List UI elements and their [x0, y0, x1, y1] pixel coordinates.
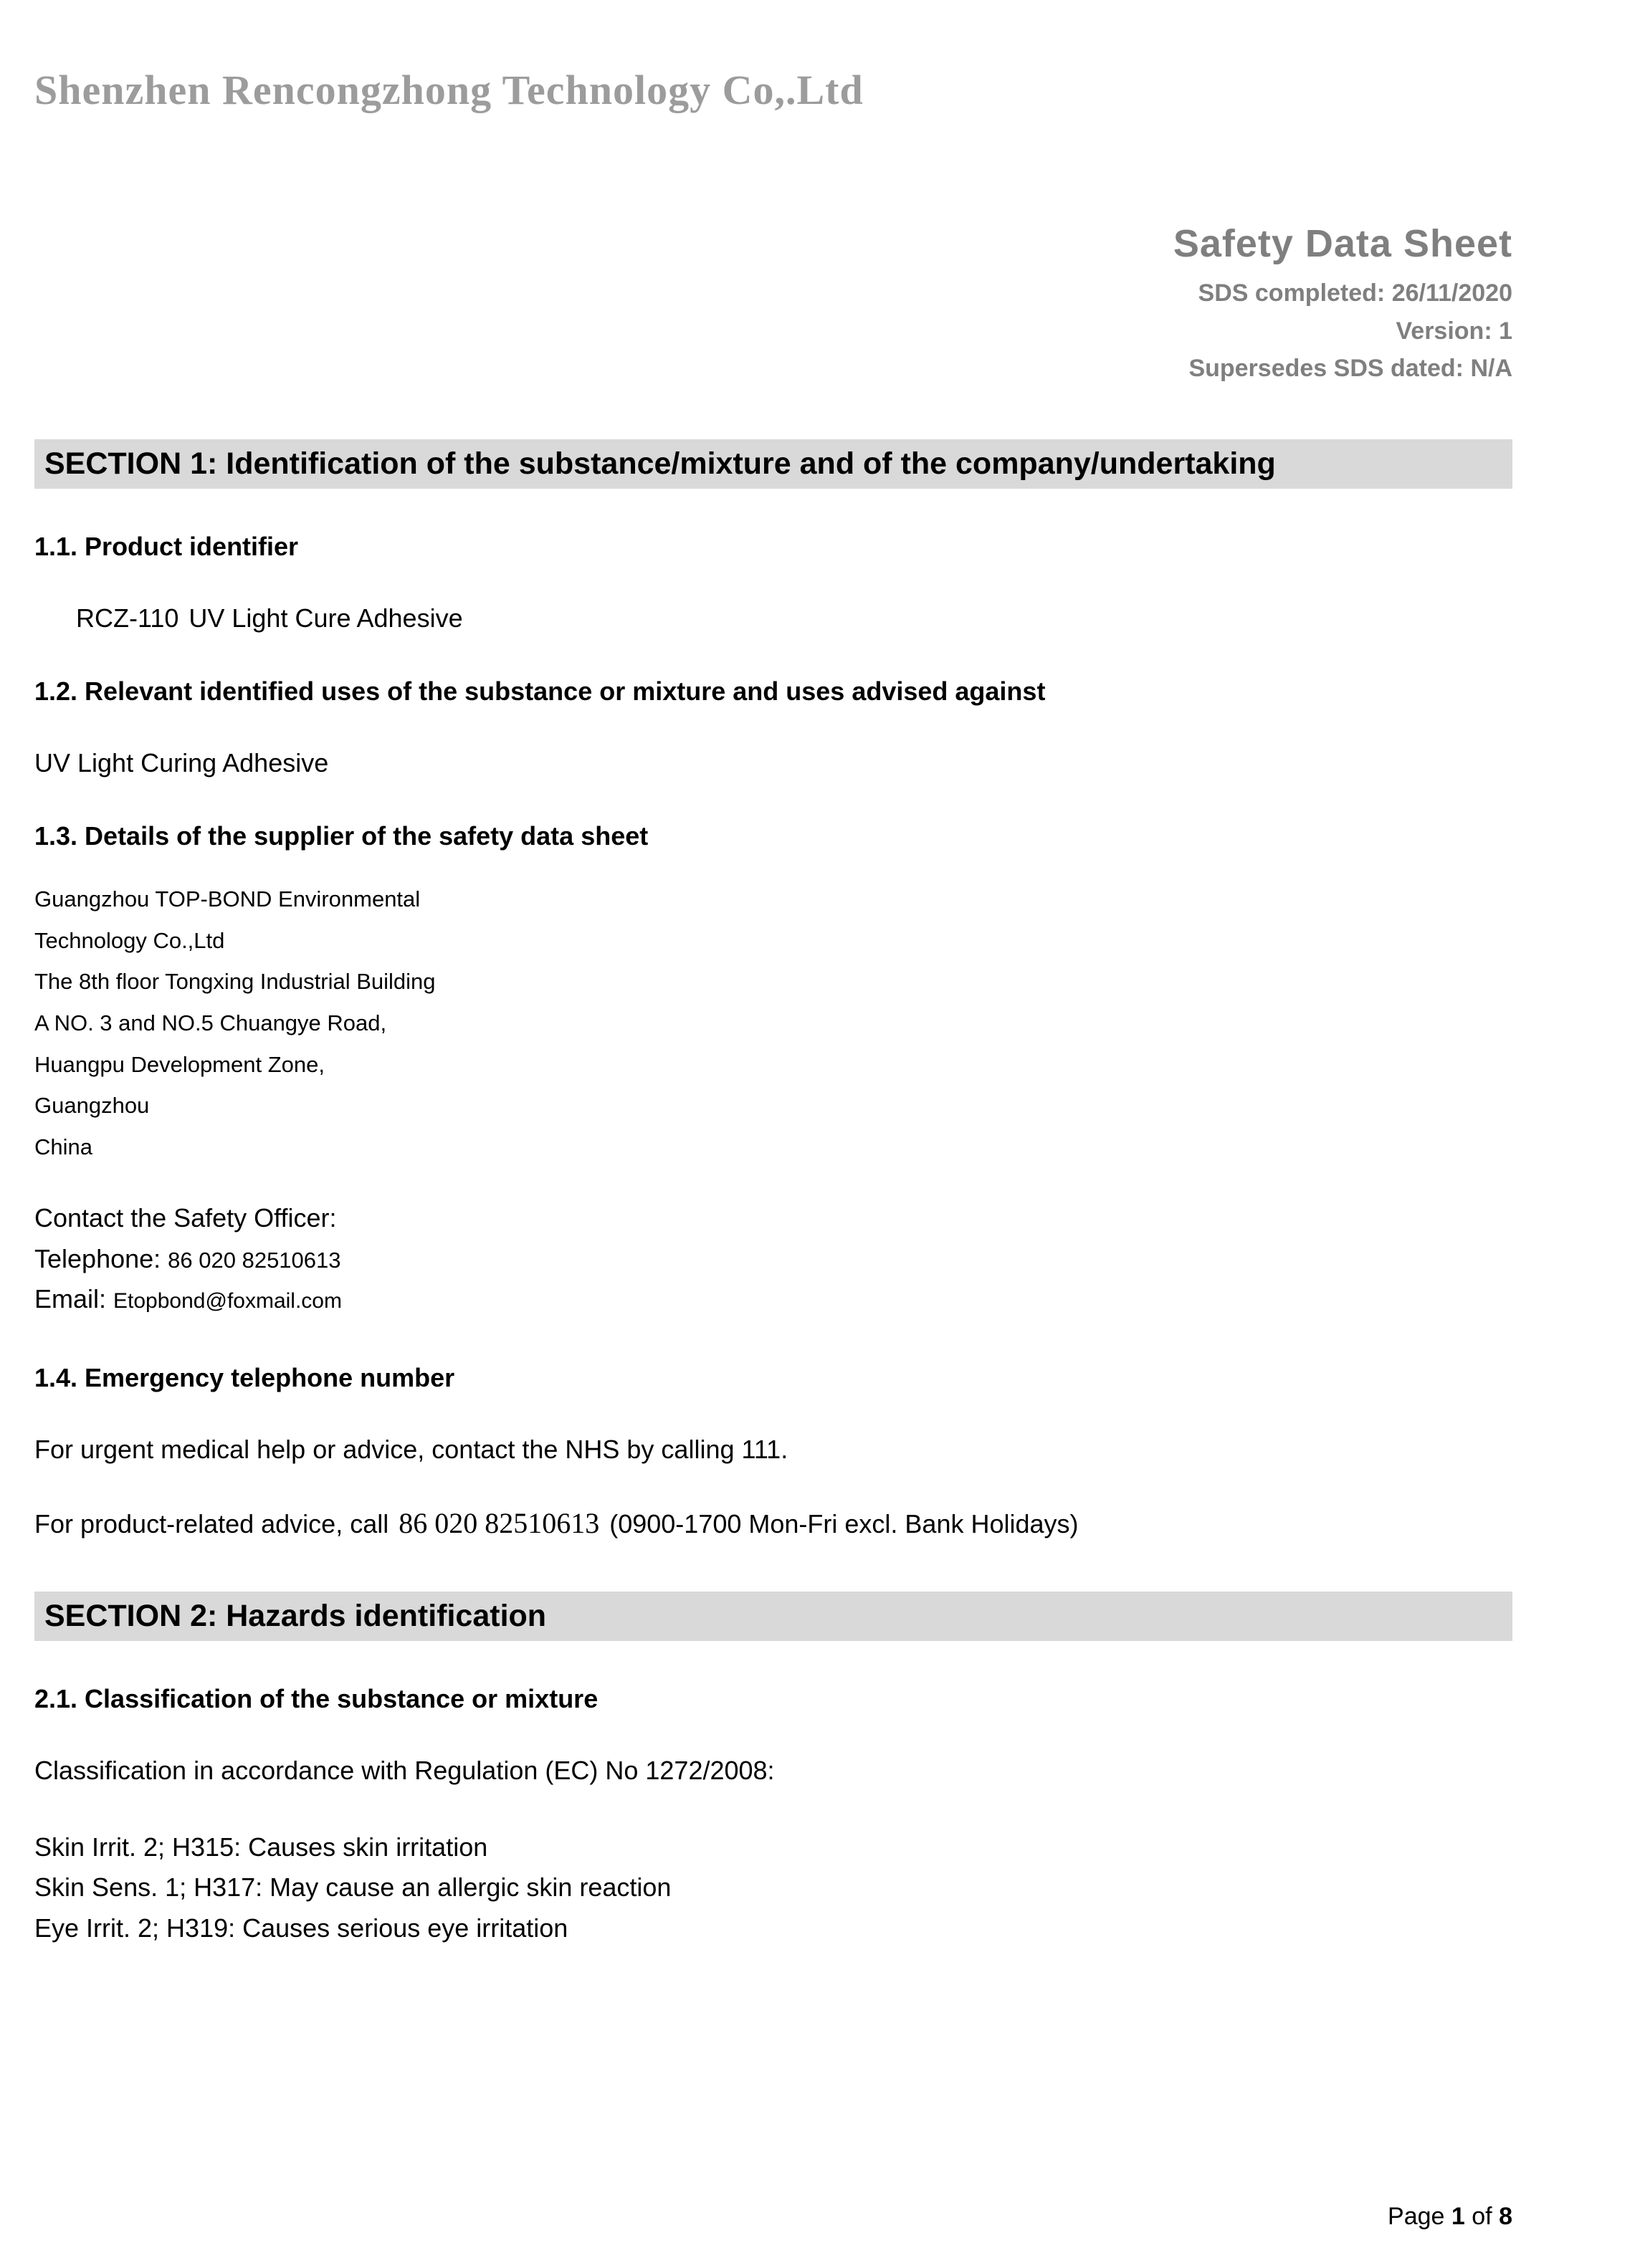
nhs-advice-line: For urgent medical help or advice, contact the NHS by calling 111.	[34, 1435, 788, 1465]
footer-current-page: 1	[1451, 2203, 1465, 2230]
product-advice-line	[34, 1506, 1512, 1540]
hazard-classification-list	[34, 1827, 1512, 1948]
supplier-address-block	[34, 879, 1512, 1168]
supplier-address-line: The 8th floor Tongxing Industrial Building	[34, 969, 436, 995]
advice-suffix: (0900-1700 Mon-Fri excl. Bank Holidays)	[609, 1509, 1079, 1539]
classification-intro-line: Classification in accordance with Regulation (EC) No 1272/2008:	[34, 1756, 775, 1786]
supplier-address-line: China	[34, 1134, 92, 1159]
hazard-line: Eye Irrit. 2; H319: Causes serious eye irritation	[34, 1913, 568, 1943]
supplier-address-line: A NO. 3 and NO.5 Chuangye Road,	[34, 1010, 387, 1036]
advice-prefix: For product-related advice, call	[34, 1509, 389, 1539]
identified-use-line: UV Light Curing Adhesive	[34, 748, 329, 778]
company-header: Shenzhen Rencongzhong Technology Co,.Ltd	[34, 67, 864, 113]
sds-completed-date: SDS completed: 26/11/2020	[1198, 279, 1512, 307]
section-1-header: SECTION 1: Identification of the substance/mixture and of the company/undertaking	[34, 439, 1512, 489]
supplier-address-line: Technology Co.,Ltd	[34, 927, 225, 953]
footer-of-word: of	[1464, 2203, 1500, 2230]
document-title: Safety Data Sheet	[1173, 222, 1512, 265]
advice-phone-number: 86 020 82510613	[399, 1507, 600, 1540]
subsection-1-3-heading: 1.3. Details of the supplier of the safety data sheet	[34, 821, 649, 851]
footer-page-word: Page	[1388, 2203, 1451, 2230]
product-identifier-line	[34, 603, 1512, 633]
hazard-line: Skin Irrit. 2; H315: Causes skin irritation	[34, 1832, 488, 1862]
subsection-1-1-heading: 1.1. Product identifier	[34, 532, 299, 562]
subsection-1-2-heading: 1.2. Relevant identified uses of the substance or mixture and uses advised against	[34, 676, 1046, 707]
product-code: RCZ-110	[76, 603, 179, 633]
page-number-footer	[1388, 2203, 1512, 2231]
subsection-2-1-heading: 2.1. Classification of the substance or mixture	[34, 1684, 599, 1714]
sds-supersedes: Supersedes SDS dated: N/A	[1188, 355, 1512, 383]
supplier-address-line: Guangzhou	[34, 1093, 150, 1119]
sds-version: Version: 1	[1396, 317, 1512, 345]
telephone-value: 86 020 82510613	[168, 1247, 341, 1273]
telephone-line	[34, 1239, 1512, 1280]
product-name: UV Light Cure Adhesive	[189, 603, 463, 633]
sds-title-block	[34, 221, 1512, 388]
footer-total-pages: 8	[1499, 2203, 1512, 2230]
subsection-1-4-heading: 1.4. Emergency telephone number	[34, 1363, 455, 1393]
contact-officer-label: Contact the Safety Officer:	[34, 1202, 337, 1233]
contact-block	[34, 1198, 1512, 1321]
telephone-label: Telephone:	[34, 1243, 168, 1273]
hazard-line: Skin Sens. 1; H317: May cause an allergic skin reaction	[34, 1872, 672, 1903]
supplier-address-line: Guangzhou TOP-BOND Environmental	[34, 886, 421, 912]
section-2-header: SECTION 2: Hazards identification	[34, 1592, 1512, 1641]
email-label: Email:	[34, 1284, 114, 1314]
email-value: Etopbond@foxmail.com	[113, 1289, 342, 1314]
email-line	[34, 1279, 1512, 1320]
supplier-address-line: Huangpu Development Zone,	[34, 1051, 325, 1077]
